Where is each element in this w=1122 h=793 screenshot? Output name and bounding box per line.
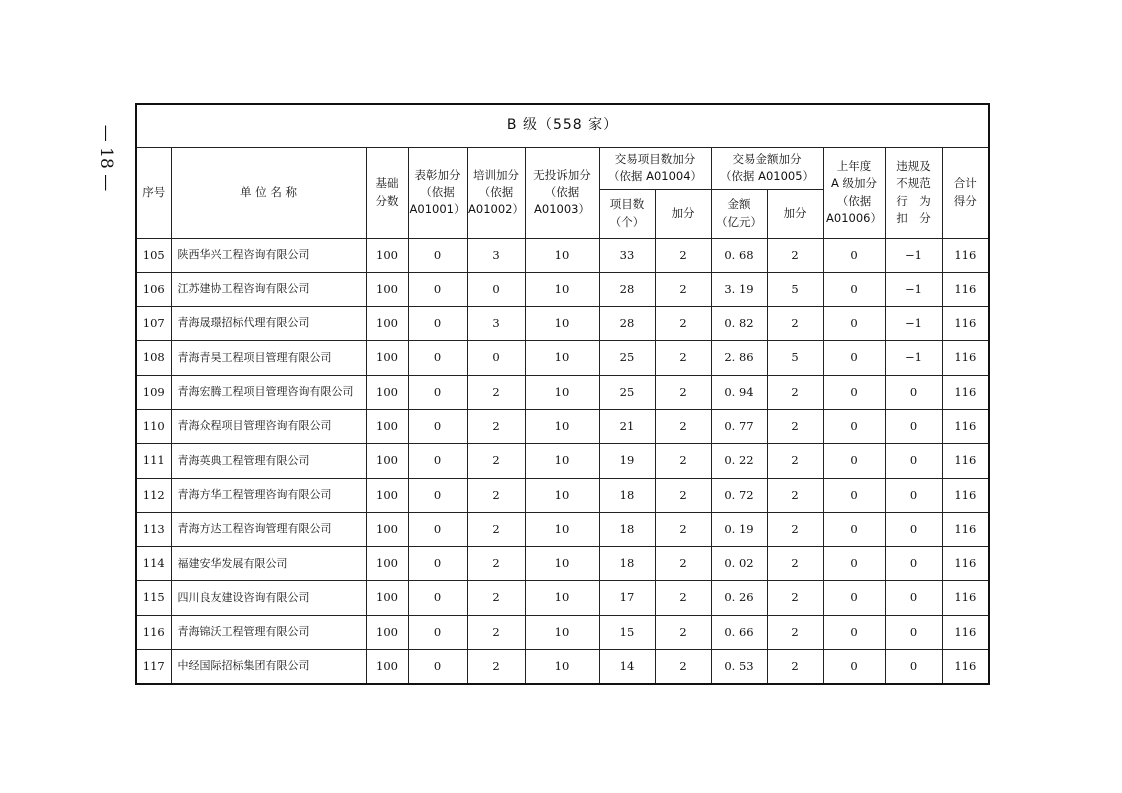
- violation-cell: 0: [885, 615, 942, 649]
- seq-cell: 117: [136, 650, 171, 684]
- commend-cell: 0: [408, 307, 467, 341]
- commend-cell: 0: [408, 615, 467, 649]
- count-bonus-cell: 2: [655, 375, 711, 409]
- violation-cell: 0: [885, 375, 942, 409]
- header-base: 基础 分数: [366, 147, 408, 238]
- amount-bonus-cell: 2: [767, 650, 823, 684]
- table-row: [136, 444, 989, 478]
- no-complaint-cell: 10: [525, 478, 599, 512]
- violation-cell: −1: [885, 238, 942, 272]
- count-bonus-cell: 2: [655, 547, 711, 581]
- count-bonus-cell: 2: [655, 512, 711, 546]
- amount-cell: 0. 66: [711, 615, 767, 649]
- count-bonus-cell: 2: [655, 272, 711, 306]
- training-cell: 2: [467, 375, 525, 409]
- amount-cell: 0. 94: [711, 375, 767, 409]
- prev-a-cell: 0: [823, 444, 885, 478]
- no-complaint-cell: 10: [525, 650, 599, 684]
- no-complaint-cell: 10: [525, 341, 599, 375]
- amount-cell: 0. 19: [711, 512, 767, 546]
- amount-bonus-cell: 2: [767, 512, 823, 546]
- name-cell: 青海青昊工程项目管理有限公司: [171, 341, 366, 375]
- no-complaint-cell: 10: [525, 547, 599, 581]
- violation-cell: 0: [885, 409, 942, 443]
- amount-cell: 0. 02: [711, 547, 767, 581]
- table-body: [136, 238, 989, 684]
- table-row: [136, 650, 989, 684]
- table-row: [136, 238, 989, 272]
- violation-cell: −1: [885, 272, 942, 306]
- violation-cell: 0: [885, 581, 942, 615]
- base-score-cell: 100: [366, 341, 408, 375]
- header-commend: 表彰加分 （依据 A01001）: [408, 147, 467, 238]
- base-score-cell: 100: [366, 375, 408, 409]
- commend-cell: 0: [408, 512, 467, 546]
- header-training: 培训加分 （依据 A01002）: [467, 147, 525, 238]
- amount-bonus-cell: 2: [767, 409, 823, 443]
- training-cell: 3: [467, 238, 525, 272]
- project-count-cell: 14: [599, 650, 655, 684]
- training-cell: 2: [467, 512, 525, 546]
- amount-cell: 0. 72: [711, 478, 767, 512]
- table-row: [136, 375, 989, 409]
- project-count-cell: 25: [599, 341, 655, 375]
- violation-cell: −1: [885, 341, 942, 375]
- seq-cell: 109: [136, 375, 171, 409]
- violation-cell: 0: [885, 512, 942, 546]
- amount-cell: 2. 86: [711, 341, 767, 375]
- name-cell: 青海方达工程咨询管理有限公司: [171, 512, 366, 546]
- violation-cell: 0: [885, 444, 942, 478]
- no-complaint-cell: 10: [525, 512, 599, 546]
- prev-a-cell: 0: [823, 307, 885, 341]
- amount-bonus-cell: 2: [767, 581, 823, 615]
- prev-a-cell: 0: [823, 615, 885, 649]
- amount-bonus-cell: 2: [767, 307, 823, 341]
- header-count-items: 项目数 （个）: [599, 189, 655, 238]
- total-score-cell: 116: [942, 615, 989, 649]
- base-score-cell: 100: [366, 547, 408, 581]
- table-row: [136, 478, 989, 512]
- amount-bonus-cell: 5: [767, 272, 823, 306]
- header-transaction-count: 交易项目数加分 （依据 A01004）: [599, 147, 711, 189]
- base-score-cell: 100: [366, 650, 408, 684]
- project-count-cell: 28: [599, 307, 655, 341]
- seq-cell: 112: [136, 478, 171, 512]
- prev-a-cell: 0: [823, 409, 885, 443]
- project-count-cell: 18: [599, 478, 655, 512]
- count-bonus-cell: 2: [655, 478, 711, 512]
- total-score-cell: 116: [942, 512, 989, 546]
- no-complaint-cell: 10: [525, 444, 599, 478]
- prev-a-cell: 0: [823, 272, 885, 306]
- table-row: [136, 409, 989, 443]
- no-complaint-cell: 10: [525, 307, 599, 341]
- base-score-cell: 100: [366, 615, 408, 649]
- base-score-cell: 100: [366, 238, 408, 272]
- table-row: [136, 581, 989, 615]
- training-cell: 2: [467, 581, 525, 615]
- no-complaint-cell: 10: [525, 375, 599, 409]
- project-count-cell: 18: [599, 512, 655, 546]
- amount-bonus-cell: 2: [767, 547, 823, 581]
- seq-cell: 115: [136, 581, 171, 615]
- name-cell: 中经国际招标集团有限公司: [171, 650, 366, 684]
- training-cell: 2: [467, 409, 525, 443]
- header-count-bonus: 加分: [655, 189, 711, 238]
- total-score-cell: 116: [942, 547, 989, 581]
- grade-title: B 级（558 家）: [136, 104, 989, 147]
- name-cell: 青海英典工程管理有限公司: [171, 444, 366, 478]
- seq-cell: 116: [136, 615, 171, 649]
- total-score-cell: 116: [942, 307, 989, 341]
- training-cell: 2: [467, 547, 525, 581]
- training-cell: 0: [467, 272, 525, 306]
- prev-a-cell: 0: [823, 650, 885, 684]
- prev-a-cell: 0: [823, 238, 885, 272]
- total-score-cell: 116: [942, 650, 989, 684]
- page-number-text: — 18 —: [96, 124, 117, 192]
- commend-cell: 0: [408, 650, 467, 684]
- name-cell: 四川良友建设咨询有限公司: [171, 581, 366, 615]
- grade-table: [135, 103, 990, 685]
- name-cell: 陕西华兴工程咨询有限公司: [171, 238, 366, 272]
- header-seq: 序号: [136, 147, 171, 238]
- amount-cell: 0. 22: [711, 444, 767, 478]
- name-cell: 青海锦沃工程管理有限公司: [171, 615, 366, 649]
- commend-cell: 0: [408, 478, 467, 512]
- name-cell: 福建安华发展有限公司: [171, 547, 366, 581]
- total-score-cell: 116: [942, 444, 989, 478]
- name-cell: 青海宏腾工程项目管理咨询有限公司: [171, 375, 366, 409]
- amount-cell: 3. 19: [711, 272, 767, 306]
- commend-cell: 0: [408, 272, 467, 306]
- project-count-cell: 21: [599, 409, 655, 443]
- violation-cell: −1: [885, 307, 942, 341]
- count-bonus-cell: 2: [655, 409, 711, 443]
- violation-cell: 0: [885, 650, 942, 684]
- table-row: [136, 512, 989, 546]
- count-bonus-cell: 2: [655, 581, 711, 615]
- commend-cell: 0: [408, 341, 467, 375]
- project-count-cell: 15: [599, 615, 655, 649]
- name-cell: 青海方华工程管理咨询有限公司: [171, 478, 366, 512]
- total-score-cell: 116: [942, 272, 989, 306]
- base-score-cell: 100: [366, 307, 408, 341]
- commend-cell: 0: [408, 444, 467, 478]
- header-violation: 违规及 不规范 行 为 扣 分: [885, 147, 942, 238]
- total-score-cell: 116: [942, 409, 989, 443]
- base-score-cell: 100: [366, 478, 408, 512]
- header-name: 单 位 名 称: [171, 147, 366, 238]
- commend-cell: 0: [408, 547, 467, 581]
- commend-cell: 0: [408, 238, 467, 272]
- seq-cell: 107: [136, 307, 171, 341]
- header-prev-a-grade: 上年度 A 级加分 （依据 A01006）: [823, 147, 885, 238]
- table-row: [136, 547, 989, 581]
- amount-bonus-cell: 2: [767, 444, 823, 478]
- count-bonus-cell: 2: [655, 238, 711, 272]
- base-score-cell: 100: [366, 512, 408, 546]
- prev-a-cell: 0: [823, 341, 885, 375]
- name-cell: 青海晟璟招标代理有限公司: [171, 307, 366, 341]
- training-cell: 2: [467, 615, 525, 649]
- amount-bonus-cell: 5: [767, 341, 823, 375]
- count-bonus-cell: 2: [655, 650, 711, 684]
- header-no-complaint: 无投诉加分 （依据 A01003）: [525, 147, 599, 238]
- name-cell: 江苏建协工程咨询有限公司: [171, 272, 366, 306]
- header-amount-bonus: 加分: [767, 189, 823, 238]
- training-cell: 2: [467, 650, 525, 684]
- project-count-cell: 18: [599, 547, 655, 581]
- count-bonus-cell: 2: [655, 615, 711, 649]
- table-row: [136, 341, 989, 375]
- total-score-cell: 116: [942, 375, 989, 409]
- project-count-cell: 17: [599, 581, 655, 615]
- prev-a-cell: 0: [823, 581, 885, 615]
- project-count-cell: 33: [599, 238, 655, 272]
- count-bonus-cell: 2: [655, 307, 711, 341]
- base-score-cell: 100: [366, 444, 408, 478]
- training-cell: 2: [467, 478, 525, 512]
- page-number: [86, 124, 126, 192]
- name-cell: 青海众程项目管理咨询有限公司: [171, 409, 366, 443]
- prev-a-cell: 0: [823, 547, 885, 581]
- amount-cell: 0. 68: [711, 238, 767, 272]
- violation-cell: 0: [885, 478, 942, 512]
- total-score-cell: 116: [942, 341, 989, 375]
- header-transaction-amount: 交易金额加分 （依据 A01005）: [711, 147, 823, 189]
- seq-cell: 108: [136, 341, 171, 375]
- base-score-cell: 100: [366, 272, 408, 306]
- base-score-cell: 100: [366, 581, 408, 615]
- seq-cell: 105: [136, 238, 171, 272]
- total-score-cell: 116: [942, 478, 989, 512]
- no-complaint-cell: 10: [525, 615, 599, 649]
- training-cell: 3: [467, 307, 525, 341]
- no-complaint-cell: 10: [525, 581, 599, 615]
- amount-cell: 0. 53: [711, 650, 767, 684]
- no-complaint-cell: 10: [525, 238, 599, 272]
- training-cell: 0: [467, 341, 525, 375]
- training-cell: 2: [467, 444, 525, 478]
- project-count-cell: 25: [599, 375, 655, 409]
- commend-cell: 0: [408, 375, 467, 409]
- header-amount-value: 金额 （亿元）: [711, 189, 767, 238]
- total-score-cell: 116: [942, 238, 989, 272]
- no-complaint-cell: 10: [525, 272, 599, 306]
- total-score-cell: 116: [942, 581, 989, 615]
- table-row: [136, 272, 989, 306]
- seq-cell: 113: [136, 512, 171, 546]
- commend-cell: 0: [408, 581, 467, 615]
- seq-cell: 114: [136, 547, 171, 581]
- prev-a-cell: 0: [823, 478, 885, 512]
- table-row: [136, 615, 989, 649]
- project-count-cell: 19: [599, 444, 655, 478]
- seq-cell: 111: [136, 444, 171, 478]
- amount-bonus-cell: 2: [767, 478, 823, 512]
- amount-cell: 0. 82: [711, 307, 767, 341]
- seq-cell: 106: [136, 272, 171, 306]
- seq-cell: 110: [136, 409, 171, 443]
- amount-cell: 0. 77: [711, 409, 767, 443]
- amount-bonus-cell: 2: [767, 375, 823, 409]
- prev-a-cell: 0: [823, 512, 885, 546]
- amount-cell: 0. 26: [711, 581, 767, 615]
- violation-cell: 0: [885, 547, 942, 581]
- base-score-cell: 100: [366, 409, 408, 443]
- commend-cell: 0: [408, 409, 467, 443]
- project-count-cell: 28: [599, 272, 655, 306]
- table-row: [136, 307, 989, 341]
- amount-bonus-cell: 2: [767, 238, 823, 272]
- no-complaint-cell: 10: [525, 409, 599, 443]
- amount-bonus-cell: 2: [767, 615, 823, 649]
- prev-a-cell: 0: [823, 375, 885, 409]
- count-bonus-cell: 2: [655, 444, 711, 478]
- count-bonus-cell: 2: [655, 341, 711, 375]
- header-total: 合计 得分: [942, 147, 989, 238]
